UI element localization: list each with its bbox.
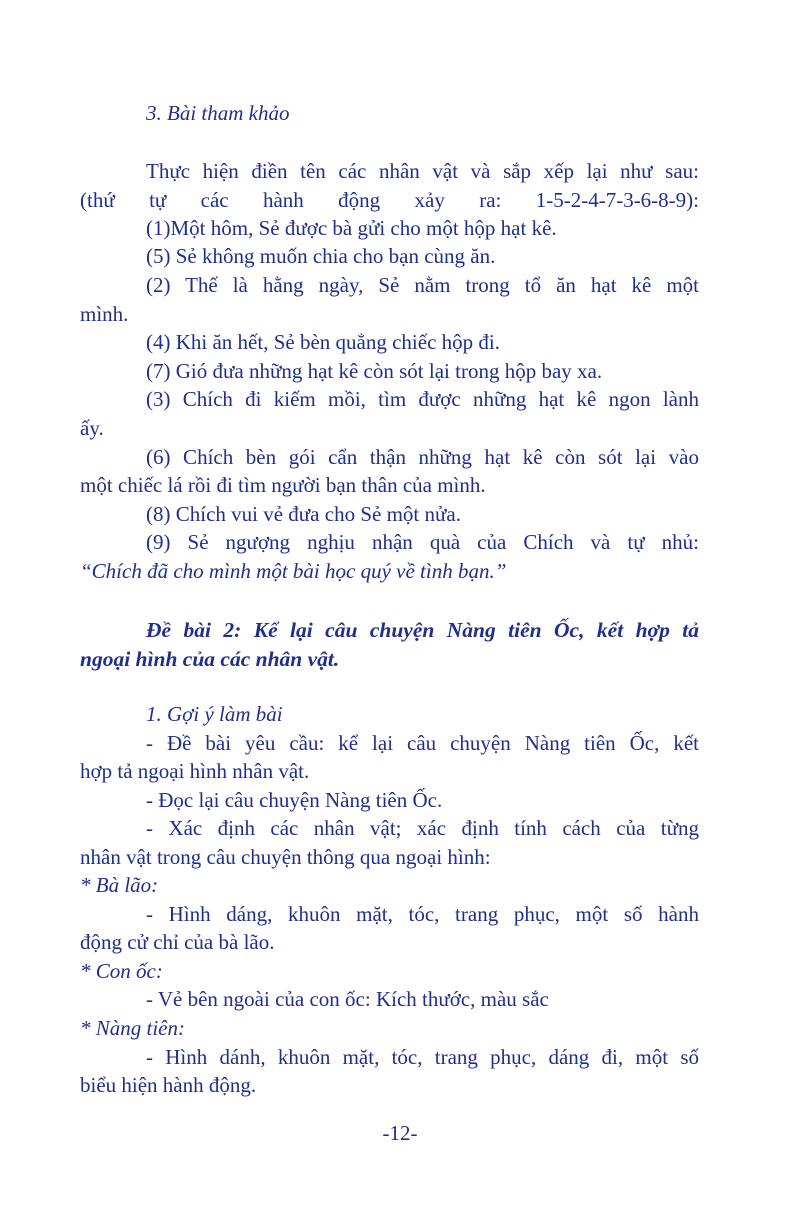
reference-heading: 3. Bài tham khảo (146, 101, 290, 125)
character-line: biểu hiện hành động. (80, 1073, 257, 1097)
page-number: -12- (382, 1121, 418, 1145)
character-label: * Bà lão: (80, 873, 159, 897)
event-line: (5) Sẻ không muốn chia cho bạn cùng ăn. (146, 244, 496, 268)
task-title-line-1: Đề bài 2: Kể lại câu chuyện Nàng tiên Ốc, kết hợp tả (146, 618, 699, 642)
event-line: (3) Chích đi kiếm mồi, tìm được những hạt kê ngon lành (146, 387, 699, 411)
event-line: một chiếc lá rồi đi tìm người bạn thân của mình. (80, 473, 486, 497)
event-line: (2) Thế là hằng ngày, Sẻ nằm trong tổ ăn hạt kê một (146, 273, 699, 297)
quote-line: “Chích đã cho mình một bài học quý về tình bạn.” (80, 559, 507, 583)
event-line: (7) Gió đưa những hạt kê còn sót lại trong hộp bay xa. (146, 359, 603, 383)
character-line: - Hình dánh, khuôn mặt, tóc, trang phục, dáng đi, một số (146, 1045, 699, 1069)
guide-line: - Đề bài yêu cầu: kể lại câu chuyện Nàng tiên Ốc, kết (146, 731, 699, 755)
character-line: - Hình dáng, khuôn mặt, tóc, trang phục, một số hành (146, 902, 699, 926)
event-line: (8) Chích vui vẻ đưa cho Sẻ một nửa. (146, 502, 461, 526)
guide-line: - Đọc lại câu chuyện Nàng tiên Ốc. (146, 788, 443, 812)
guide-line: - Xác định các nhân vật; xác định tính cách của từng (146, 816, 699, 840)
event-line: mình. (80, 302, 129, 326)
event-line: (6) Chích bèn gói cẩn thận những hạt kê còn sót lại vào (146, 445, 699, 469)
intro-line-2: (thứ tự các hành động xảy ra: 1-5-2-4-7-3-6-8-9): (80, 188, 699, 212)
event-line: (4) Khi ăn hết, Sẻ bèn quẳng chiếc hộp đi. (146, 330, 500, 354)
guide-heading: 1. Gợi ý làm bài (146, 702, 283, 726)
character-line: động cử chỉ của bà lão. (80, 930, 275, 954)
intro-line-1: Thực hiện điền tên các nhân vật và sắp xếp lại như sau: (146, 159, 699, 183)
guide-line: nhân vật trong câu chuyện thông qua ngoại hình: (80, 845, 491, 869)
guide-line: hợp tả ngoại hình nhân vật. (80, 759, 310, 783)
task-title-line-2: ngoại hình của các nhân vật. (80, 647, 340, 671)
event-line: ấy. (80, 416, 104, 440)
character-line: - Vẻ bên ngoài của con ốc: Kích thước, màu sắc (146, 987, 549, 1011)
character-label: * Con ốc: (80, 959, 163, 983)
event-line: (1)Một hôm, Sẻ được bà gửi cho một hộp hạt kê. (146, 216, 557, 240)
character-label: * Nàng tiên: (80, 1016, 185, 1040)
event-line: (9) Sẻ ngượng nghịu nhận quà của Chích và tự nhủ: (146, 530, 699, 554)
